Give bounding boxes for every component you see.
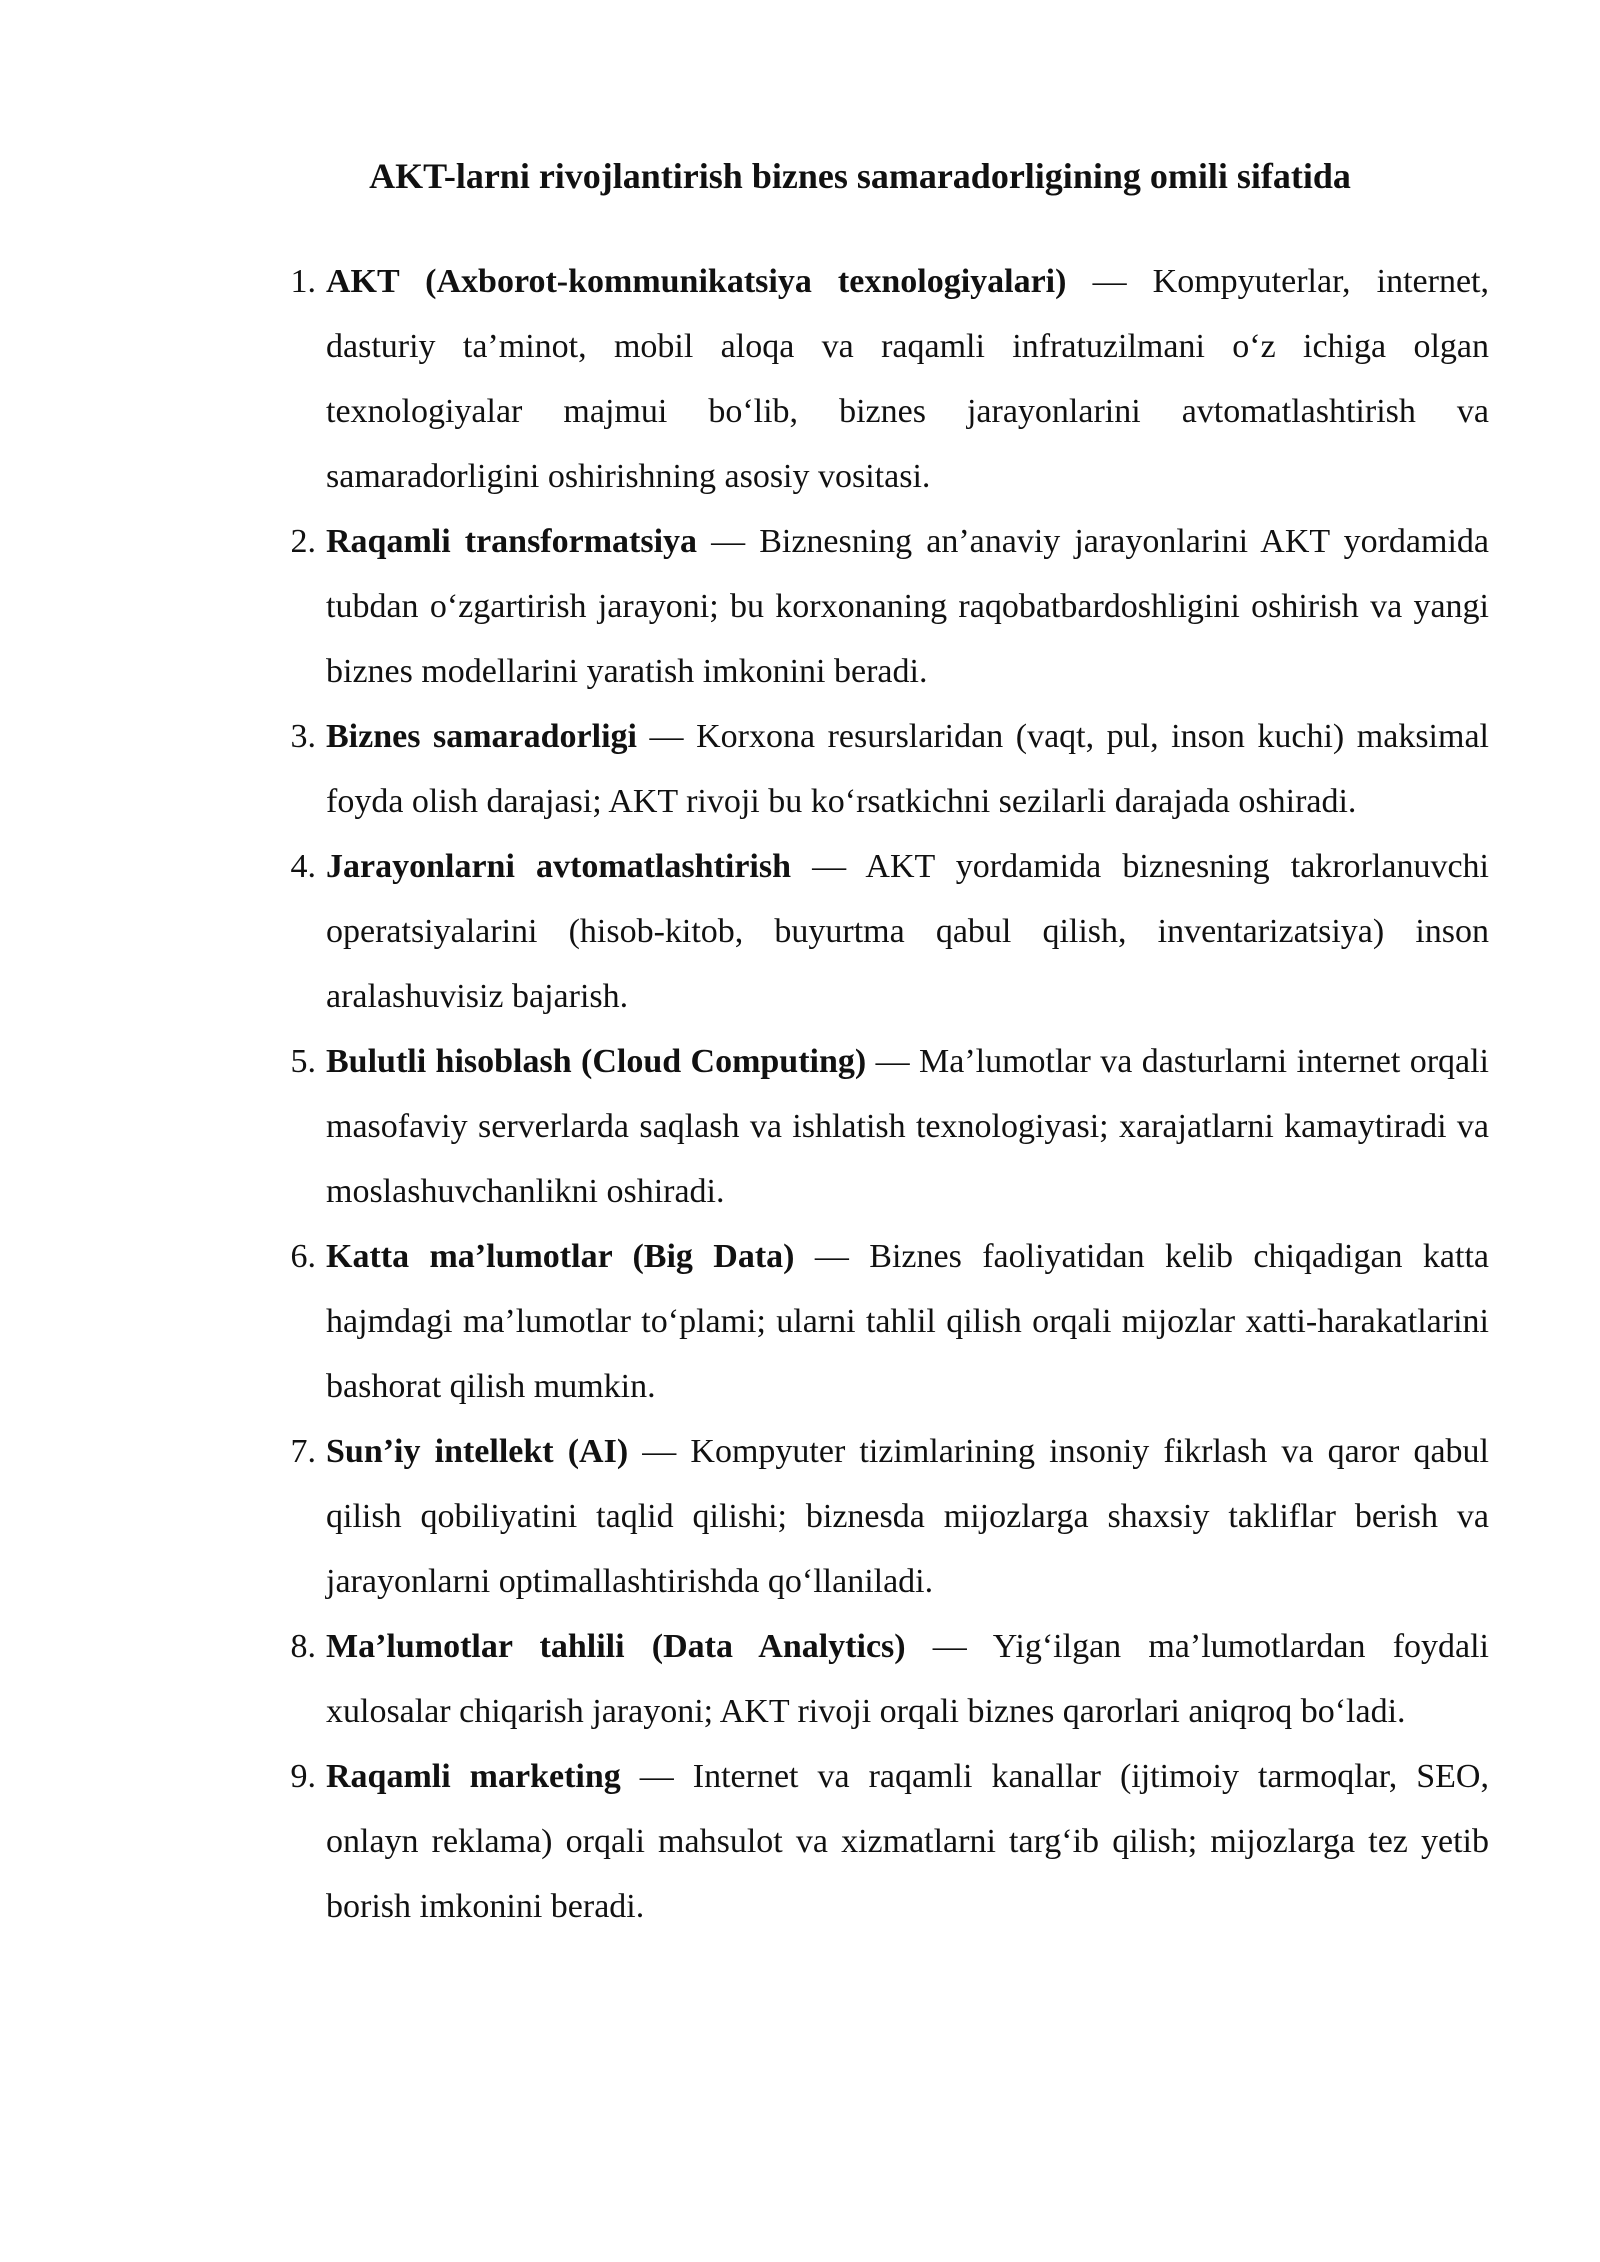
list-item: [290, 834, 1489, 1029]
item-definition: — AKT yordamida biznesning takrorlanuvchi operatsiyalarini (hisob-kitob, buyurtma qabul qilish, inventarizatsiya) inson aralashuvisiz bajarish.: [326, 848, 1489, 1015]
list-item: [290, 1029, 1490, 1224]
item-number: 6.: [290, 1238, 316, 1275]
item-definition: — Kompyuterlar, internet, dasturiy ta’minot, mobil aloqa va raqamli infratuzilmani o‘z ichiga olgan texnologiyalar majmui bo‘lib, biznes jarayonlarini avtomatlashtirish va samaradorligini oshirishning asosiy vositasi.: [326, 263, 1490, 495]
document-title: AKT-larni rivojlantirish biznes samaradorligining omili sifatida: [369, 156, 1351, 196]
item-definition: — Ma’lumotlar va dasturlarni internet orqali masofaviy serverlarda saqlash va ishlatish texnologiyasi; xarajatlarni kamaytiradi va moslashuvchanlikni oshiradi.: [326, 1043, 1490, 1210]
list-item: [290, 1419, 1489, 1614]
item-number: 2.: [290, 523, 316, 560]
list-item: [290, 704, 1489, 834]
item-term: Jarayonlarni avtomatlashtirish: [326, 848, 792, 885]
item-number: 5.: [290, 1043, 316, 1080]
item-term: Raqamli transformatsiya: [326, 523, 698, 560]
item-number: 1.: [290, 263, 316, 300]
definition-list: [290, 249, 1490, 1939]
item-term: Katta ma’lumotlar (Big Data): [326, 1238, 795, 1275]
item-number: 9.: [290, 1758, 316, 1795]
item-term: Bulutli hisoblash (Cloud Computing): [326, 1043, 867, 1080]
list-item: [290, 1224, 1490, 1419]
item-definition: — Kompyuter tizimlarining insoniy fikrlash va qaror qabul qilish qobiliyatini taqlid qilishi; biznesda mijozlarga shaxsiy takliflar berish va jarayonlarni optimallashtirishda qo‘llaniladi.: [326, 1433, 1489, 1600]
item-term: Biznes samaradorligi: [326, 718, 637, 755]
item-definition: — Yig‘ilgan ma’lumotlardan foydali xulosalar chiqarish jarayoni; AKT rivoji orqali biznes qarorlari aniqroq bo‘ladi.: [326, 1628, 1490, 1730]
item-definition: — Internet va raqamli kanallar (ijtimoiy tarmoqlar, SEO, onlayn reklama) orqali mahsulot va xizmatlarni targ‘ib qilish; mijozlarga tez yetib borish imkonini beradi.: [326, 1758, 1489, 1925]
list-item: [290, 1744, 1489, 1939]
list-item: [290, 509, 1489, 704]
item-term: AKT (Axborot-kommunikatsiya texnologiyalari): [326, 263, 1067, 300]
item-number: 4.: [290, 848, 316, 885]
item-term: Raqamli marketing: [326, 1758, 621, 1795]
item-term: Sun’iy intellekt (AI): [326, 1433, 629, 1470]
item-definition: — Korxona resurslaridan (vaqt, pul, inson kuchi) maksimal foyda olish darajasi; AKT rivoji bu ko‘rsatkichni sezilarli darajada oshiradi.: [326, 718, 1489, 820]
item-number: 7.: [290, 1433, 316, 1470]
item-definition: — Biznes faoliyatidan kelib chiqadigan katta hajmdagi ma’lumotlar to‘plami; ularni tahlil qilish orqali mijozlar xatti-harakatlarini bashorat qilish mumkin.: [326, 1238, 1490, 1405]
item-number: 8.: [290, 1628, 316, 1665]
item-term: Ma’lumotlar tahlili (Data Analytics): [326, 1628, 906, 1665]
item-number: 3.: [290, 718, 316, 755]
item-definition: — Biznesning an’anaviy jarayonlarini AKT yordamida tubdan o‘zgartirish jarayoni; bu korxonaning raqobatbardoshligini oshirish va yangi biznes modellarini yaratish imkonini beradi.: [326, 523, 1489, 690]
list-item: [290, 249, 1490, 509]
list-item: [290, 1614, 1490, 1744]
